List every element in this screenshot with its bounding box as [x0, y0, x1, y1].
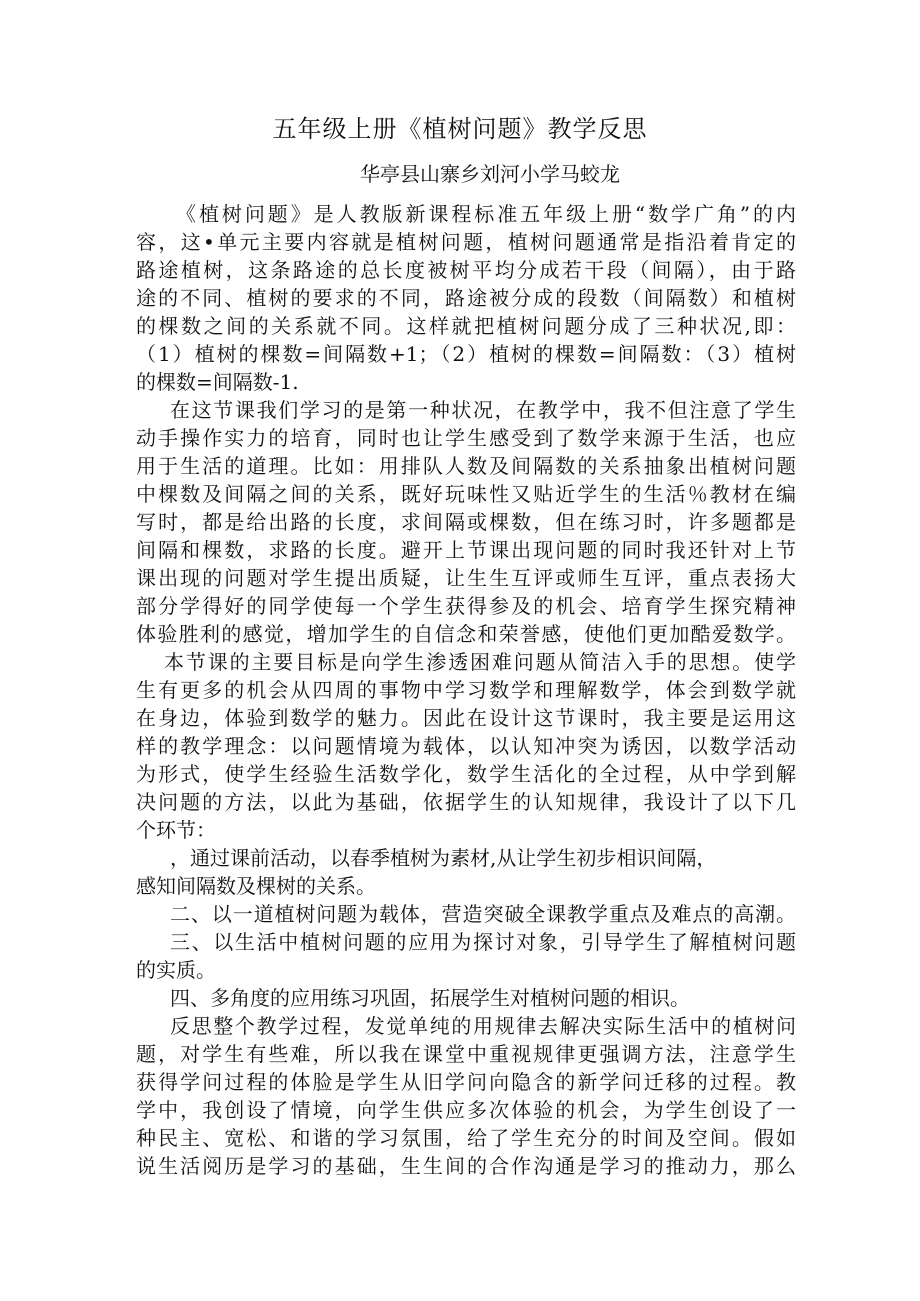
- body-line: （1）植树的棵数=间隔数+1；（2）植树的棵数=间隔数：（3）植树: [136, 342, 796, 366]
- body-line: 个环节：: [136, 818, 216, 842]
- body-line: 的实质。: [136, 958, 216, 982]
- body-line: 题，对学生有些难，所以我在课堂中重视规律更强调方法，注意学生: [136, 1042, 796, 1066]
- body-line: 样的教学理念：以问题情境为载体，以认知冲突为诱因，以数学活动: [136, 734, 796, 758]
- body-line: 种民主、宽松、和谐的学习氛围，给了学生充分的时间及空间。假如: [136, 1126, 796, 1150]
- body-line: 说生活阅历是学习的基础，生生间的合作沟通是学习的推动力，那么: [136, 1154, 796, 1178]
- author-line: 华亭县山寨乡刘河小学马蛟龙: [360, 162, 620, 186]
- body-line: 路途植树，这条路途的总长度被树平均分成若干段（间隔），由于路: [136, 258, 796, 282]
- body-line: 在身边，体验到数学的魅力。因此在设计这节课时，我主要是运用这: [136, 706, 796, 730]
- body-line: 二、以一道植树问题为载体，营造突破全课教学重点及难点的高潮。: [170, 902, 796, 926]
- body-line: 中棵数及间隔之间的关系，既好玩味性又贴近学生的生活％教材在编: [136, 482, 796, 506]
- body-line: 的棵数=间隔数-1.: [136, 370, 299, 394]
- body-line: 三、以生活中植树问题的应用为探讨对象，引导学生了解植树问题: [170, 930, 796, 954]
- body-line: 四、多角度的应用练习巩固，拓展学生对植树问题的相识。: [170, 986, 690, 1010]
- document-title: 五年级上册《植树问题》教学反思: [272, 115, 648, 143]
- body-line: 体验胜利的感觉，增加学生的自信念和荣誉感，使他们更加酷爱数学。: [136, 622, 796, 646]
- body-line: ，通过课前活动，以春季植树为素材,从让学生初步相识间隔，: [170, 846, 717, 870]
- body-line: 《植树问题》是人教版新课程标准五年级上册“数学广角”的内: [176, 202, 796, 226]
- body-line: 动手操作实力的培育，同时也让学生感受到了数学来源于生活，也应: [136, 426, 796, 450]
- body-line: 在这节课我们学习的是第一种状况，在教学中，我不但注意了学生: [170, 398, 796, 422]
- body-line: 途的不同、植树的要求的不同，路途被分成的段数（间隔数）和植树: [136, 286, 796, 310]
- body-line: 写时，都是给出路的长度，求间隔或棵数，但在练习时，许多题都是: [136, 510, 796, 534]
- body-line: 感知间隔数及棵树的关系。: [136, 874, 376, 898]
- body-line: 决问题的方法，以此为基础，依据学生的认知规律，我设计了以下几: [136, 790, 796, 814]
- body-line: 本节课的主要目标是向学生渗透困难问题从简洁入手的思想。使学: [164, 650, 796, 674]
- body-line: 获得学问过程的体脸是学生从旧学问向隐含的新学问迁移的过程。教: [136, 1070, 796, 1094]
- body-line: 生有更多的机会从四周的事物中学习数学和理解数学，体会到数学就: [136, 678, 796, 702]
- body-line: 容，这•单元主要内容就是植树问题，植树问题通常是指沿着肯定的: [136, 230, 796, 254]
- body-line: 课出现的问题对学生提出质疑，让生生互评或师生互评，重点表扬大: [136, 566, 796, 590]
- body-line: 为形式，使学生经验生活数学化，数学生活化的全过程，从中学到解: [136, 762, 796, 786]
- body-line: 学中，我创设了情境，向学生供应多次体验的机会，为学生创设了一: [136, 1098, 796, 1122]
- body-line: 用于生活的道理。比如：用排队人数及间隔数的关系抽象出植树问题: [136, 454, 796, 478]
- body-line: 间隔和棵数，求路的长度。避开上节课出现问题的同时我还针对上节: [136, 538, 796, 562]
- document-body: [136, 200, 796, 1180]
- body-line: 部分学得好的同学使每一个学生获得参及的机会、培育学生探究精神: [136, 594, 796, 618]
- body-line: 反思整个教学过程，发觉单纯的用规律去解决实际生活中的植树问: [170, 1014, 796, 1038]
- body-line: 的棵数之间的关系就不同。这样就把植树问题分成了三种状况,即：: [136, 314, 796, 338]
